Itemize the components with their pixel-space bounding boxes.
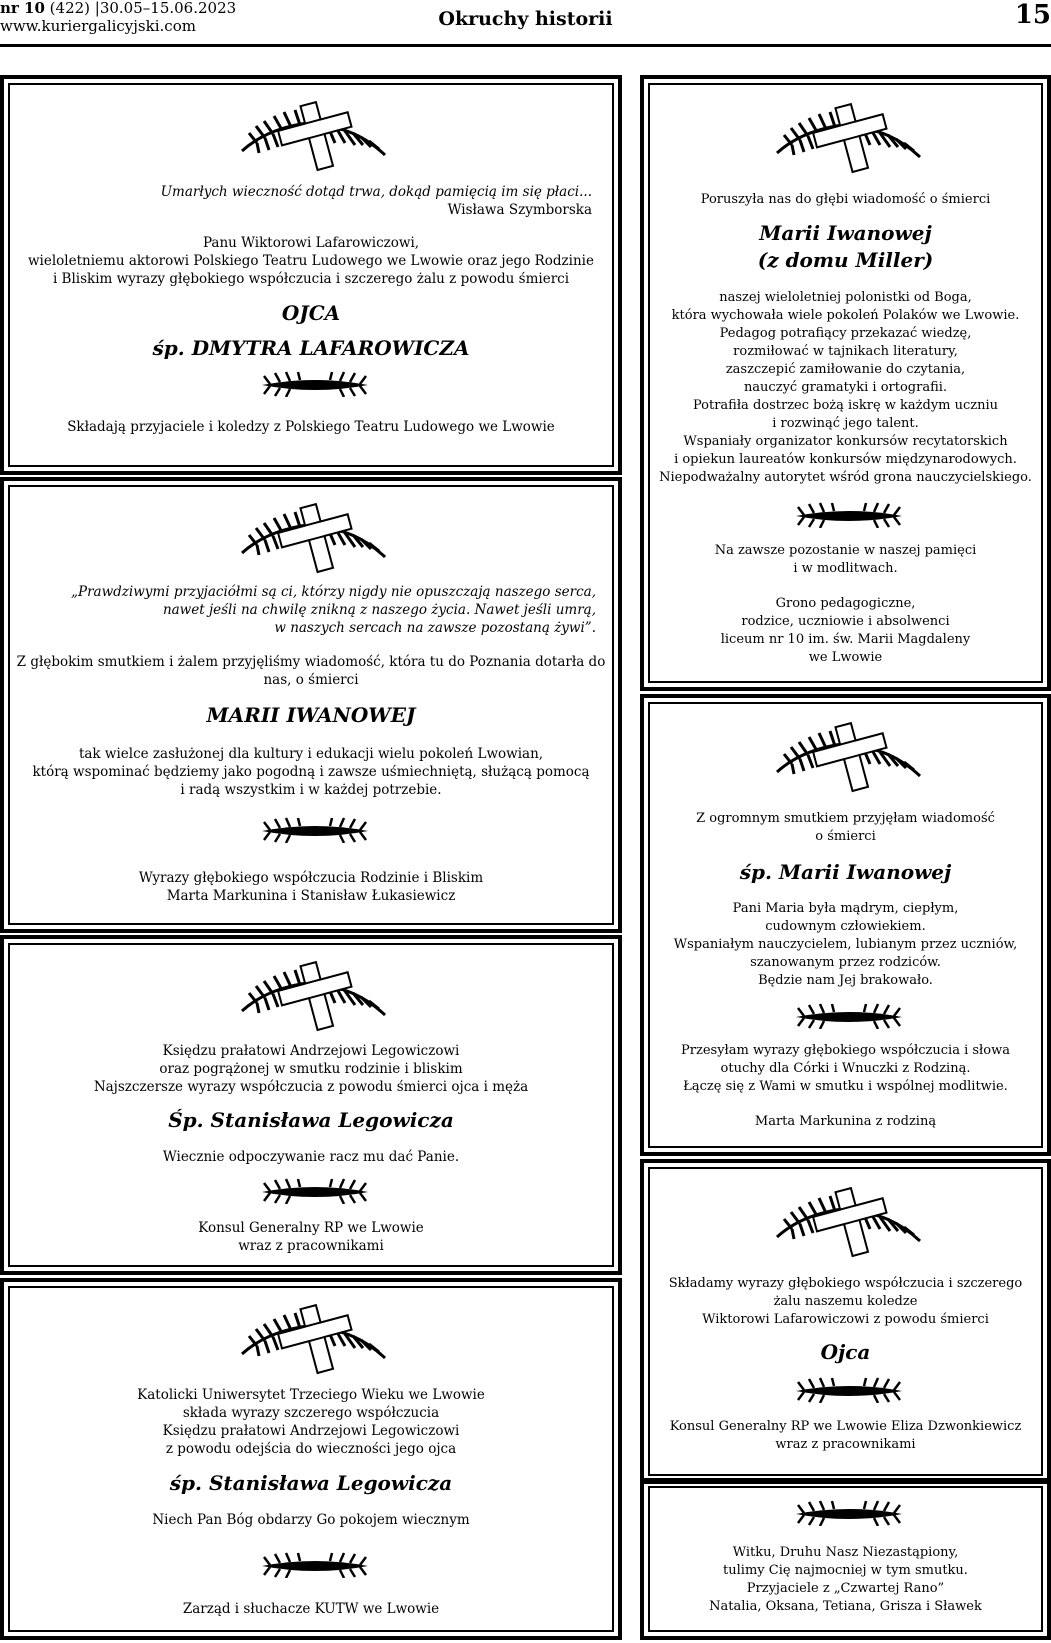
- notice-body-line: cudownym człowiekiem.: [765, 919, 926, 934]
- issue-dates: (422) |30.05–15.06.2023: [44, 0, 237, 17]
- cross-with-palm-icon: [772, 1185, 922, 1260]
- section-title: Okruchy historii: [438, 8, 613, 30]
- notice-body-line: Księdzu prałatowi Andrzejowi Legowiczowi: [162, 1043, 460, 1059]
- obituary-notice-iwanowa-markunina: [640, 694, 1051, 1156]
- notice-signature: Zarząd i słuchacze KUTW we Lwowie: [182, 1601, 440, 1617]
- notice-body-line: nauczyć gramatyki i ortografii.: [743, 380, 948, 395]
- notice-closing-line: Przesyłam wyrazy głębokiego współczucia i słowa: [681, 1043, 1010, 1058]
- quote-text: w naszych sercach na zawsze pozostaną żywi”.: [274, 620, 596, 636]
- deceased-name: MARII IWANOWEJ: [206, 703, 416, 727]
- notice-body-line: naszej wieloletniej polonistki od Boga,: [719, 290, 972, 305]
- notice-body-line: Wspaniały organizator konkursów recytatorskich: [683, 434, 1008, 449]
- notice-body-line: Witku, Druhu Nasz Niezastąpiony,: [732, 1545, 959, 1560]
- notice-closing-line: Łączę się z Wami w smutku i wspólnej modlitwie.: [683, 1079, 1008, 1094]
- issue-number: nr 10: [0, 0, 45, 17]
- notice-intro-line: o śmierci: [815, 829, 876, 844]
- notice-prayer: Niech Pan Bóg obdarzy Go pokojem wiecznym: [152, 1512, 470, 1528]
- palm-branch-icon: [794, 1500, 904, 1526]
- notice-body-line: z powodu odejścia do wieczności jego ojca: [165, 1441, 457, 1457]
- notice-signature: Konsul Generalny RP we Lwowie Eliza Dzwonkiewicz: [669, 1419, 1022, 1434]
- website-link[interactable]: www.kuriergalicyjski.com: [0, 17, 196, 35]
- notice-signature: Wyrazy głębokiego współczucia Rodzinie i Bliskim: [138, 870, 484, 886]
- notice-memory-line: Na zawsze pozostanie w naszej pamięci: [714, 543, 977, 558]
- notice-body-line: i radą wszystkim i w każdej potrzebie.: [180, 782, 442, 798]
- obituary-notice-iwanowa-poznan: [0, 477, 622, 933]
- notice-signature: Grono pedagogiczne,: [775, 596, 916, 611]
- notice-body-line: składa wyrazy szczerego współczucia: [182, 1405, 440, 1421]
- cross-with-palm-icon: [237, 501, 387, 576]
- notice-body-line: i rozwinąć jego talent.: [772, 416, 919, 431]
- notice-signature: Marta Markunina i Stanisław Łukasiewicz: [166, 888, 456, 904]
- notice-body-line: żalu naszemu koledze: [773, 1294, 918, 1309]
- obituary-notice-legowicz-consul: [0, 935, 622, 1275]
- page-number: 15: [1014, 0, 1051, 30]
- notice-body-line: zaszczepić zamiłowanie do czytania,: [725, 362, 966, 377]
- notice-intro: Poruszyła nas do głębi wiadomość o śmierci: [700, 192, 991, 207]
- quote-text: nawet jeśli na chwilę znikną z naszego życia. Nawet jeśli umrą,: [162, 602, 596, 618]
- notice-signature: wraz z pracownikami: [775, 1437, 916, 1452]
- notice-body-line: rozmiłować w tajnikach literatury,: [733, 344, 958, 359]
- notice-body-line: Księdzu prałatowi Andrzejowi Legowiczowi: [162, 1423, 460, 1439]
- palm-branch-icon: [260, 817, 370, 843]
- notice-body-line: Potrafiła dostrzec bożą iskrę w każdym uczniu: [692, 398, 999, 413]
- cross-with-palm-icon: [237, 1302, 387, 1377]
- cross-with-palm-icon: [772, 720, 922, 795]
- notice-body-line: która wychowała wiele pokoleń Polaków we Lwowie.: [671, 308, 1020, 323]
- deceased-name: śp. DMYTRA LAFAROWICZA: [152, 336, 470, 360]
- obituary-notice-legowicz-kutw: [0, 1278, 622, 1640]
- deceased-name: śp. Marii Iwanowej: [739, 860, 952, 884]
- notice-signature: liceum nr 10 im. św. Marii Magdaleny: [720, 632, 971, 647]
- notice-body-line: Niepodważalny autorytet wśród grona nauczycielskiego.: [659, 470, 1032, 485]
- obituary-notice-iwanowa-school: [640, 75, 1051, 691]
- notice-signature: wraz z pracownikami: [238, 1238, 384, 1254]
- notice-intro-line: Z ogromnym smutkiem przyjęłam wiadomość: [696, 811, 995, 826]
- notice-body-line: Pedagog potrafiący przekazać wiedzę,: [719, 326, 972, 341]
- notice-body-line: Najszczersze wyrazy współczucia z powodu śmierci ojca i męża: [93, 1079, 529, 1095]
- notice-body-line: tak wielce zasłużonej dla kultury i edukacji wielu pokoleń Lwowian,: [78, 746, 544, 762]
- palm-branch-icon: [794, 1003, 904, 1029]
- notice-body-line: Pani Maria była mądrym, ciepłym,: [732, 901, 959, 916]
- notice-signature: we Lwowie: [808, 650, 883, 665]
- notice-body-line: Składamy wyrazy głębokiego współczucia i szczerego: [668, 1276, 1023, 1291]
- palm-branch-icon: [260, 1552, 370, 1578]
- palm-branch-icon: [260, 1178, 370, 1204]
- notice-body-line: którą wspominać będziemy jako pogodną i zawsze uśmiechniętą, służącą pomocą: [32, 764, 590, 780]
- deceased-name: śp. Stanisława Legowicza: [169, 1471, 453, 1495]
- notice-intro-line: nas, o śmierci: [263, 672, 359, 688]
- notice-signature: rodzice, uczniowie i absolwenci: [741, 614, 950, 629]
- palm-branch-icon: [794, 1377, 904, 1403]
- notice-body-line: Przyjaciele z „Czwartej Rano”: [746, 1581, 945, 1596]
- notice-memory-line: i w modlitwach.: [793, 561, 898, 576]
- notice-body-line: Katolicki Uniwersytet Trzeciego Wieku we Lwowie: [137, 1387, 485, 1403]
- notice-closing-line: otuchy dla Córki i Wnuczki z Rodziną.: [720, 1061, 971, 1076]
- obituary-notice-lafarowicz: [0, 75, 622, 475]
- notice-body-line: oraz pogrążonej w smutku rodzinie i bliskim: [159, 1061, 463, 1077]
- palm-branch-icon: [260, 371, 370, 397]
- notice-body-line: Natalia, Oksana, Tetiana, Grisza i Sławek: [709, 1599, 982, 1614]
- notice-body-line: szanowanym przez rodziców.: [750, 955, 941, 970]
- notice-body-line: wieloletniemu aktorowi Polskiego Teatru Ludowego we Lwowie oraz jego Rodzinie: [28, 253, 594, 269]
- deceased-relation: Ojca: [820, 1340, 871, 1364]
- notice-body-line: Panu Wiktorowi Lafarowiczowi,: [202, 235, 420, 251]
- notice-signature: Marta Markunina z rodziną: [754, 1114, 937, 1129]
- notice-body-line: Wspaniałym nauczycielem, lubianym przez uczniów,: [673, 937, 1018, 952]
- cross-with-palm-icon: [237, 959, 387, 1034]
- cross-with-palm-icon: [772, 101, 922, 176]
- notice-body-line: i Bliskim wyrazy głębokiego współczucia i szczerego żalu z powodu śmierci: [52, 271, 570, 287]
- palm-branch-icon: [794, 502, 904, 528]
- notice-body-line: i opiekun laureatów konkursów międzynarodowych.: [674, 452, 1017, 467]
- cross-with-palm-icon: [237, 99, 387, 174]
- quote-text: Umarłych wieczność dotąd trwa, dokąd pamięcią im się płaci...: [160, 184, 592, 200]
- notice-signature: Konsul Generalny RP we Lwowie: [198, 1220, 424, 1236]
- notice-body-line: Będzie nam Jej brakowało.: [758, 973, 933, 988]
- notice-body-line: Wiktorowi Lafarowiczowi z powodu śmierci: [702, 1312, 989, 1327]
- notice-signature: Składają przyjaciele i koledzy z Polskiego Teatru Ludowego we Lwowie: [67, 419, 555, 435]
- condolence-notice-witek: [640, 1478, 1051, 1640]
- page-header: [0, 0, 1051, 47]
- quote-author: Wisława Szymborska: [447, 202, 592, 218]
- quote-text: „Prawdziwymi przyjaciółmi są ci, którzy nigdy nie opuszczają naszego serca,: [71, 584, 596, 600]
- obituary-notice-lafarowicz-consul: [640, 1159, 1051, 1484]
- notice-prayer: Wiecznie odpoczywanie racz mu dać Panie.: [162, 1149, 460, 1165]
- deceased-relation: OJCA: [281, 301, 341, 325]
- notice-intro-line: Z głębokim smutkiem i żalem przyjęliśmy wiadomość, która tu do Poznania dotarła do: [16, 654, 606, 670]
- deceased-name: Marii Iwanowej: [759, 221, 932, 245]
- notice-body-line: tulimy Cię najmocniej w tym smutku.: [723, 1563, 968, 1578]
- deceased-maiden-name: (z domu Miller): [757, 248, 934, 272]
- deceased-name: Śp. Stanisława Legowicza: [168, 1108, 454, 1132]
